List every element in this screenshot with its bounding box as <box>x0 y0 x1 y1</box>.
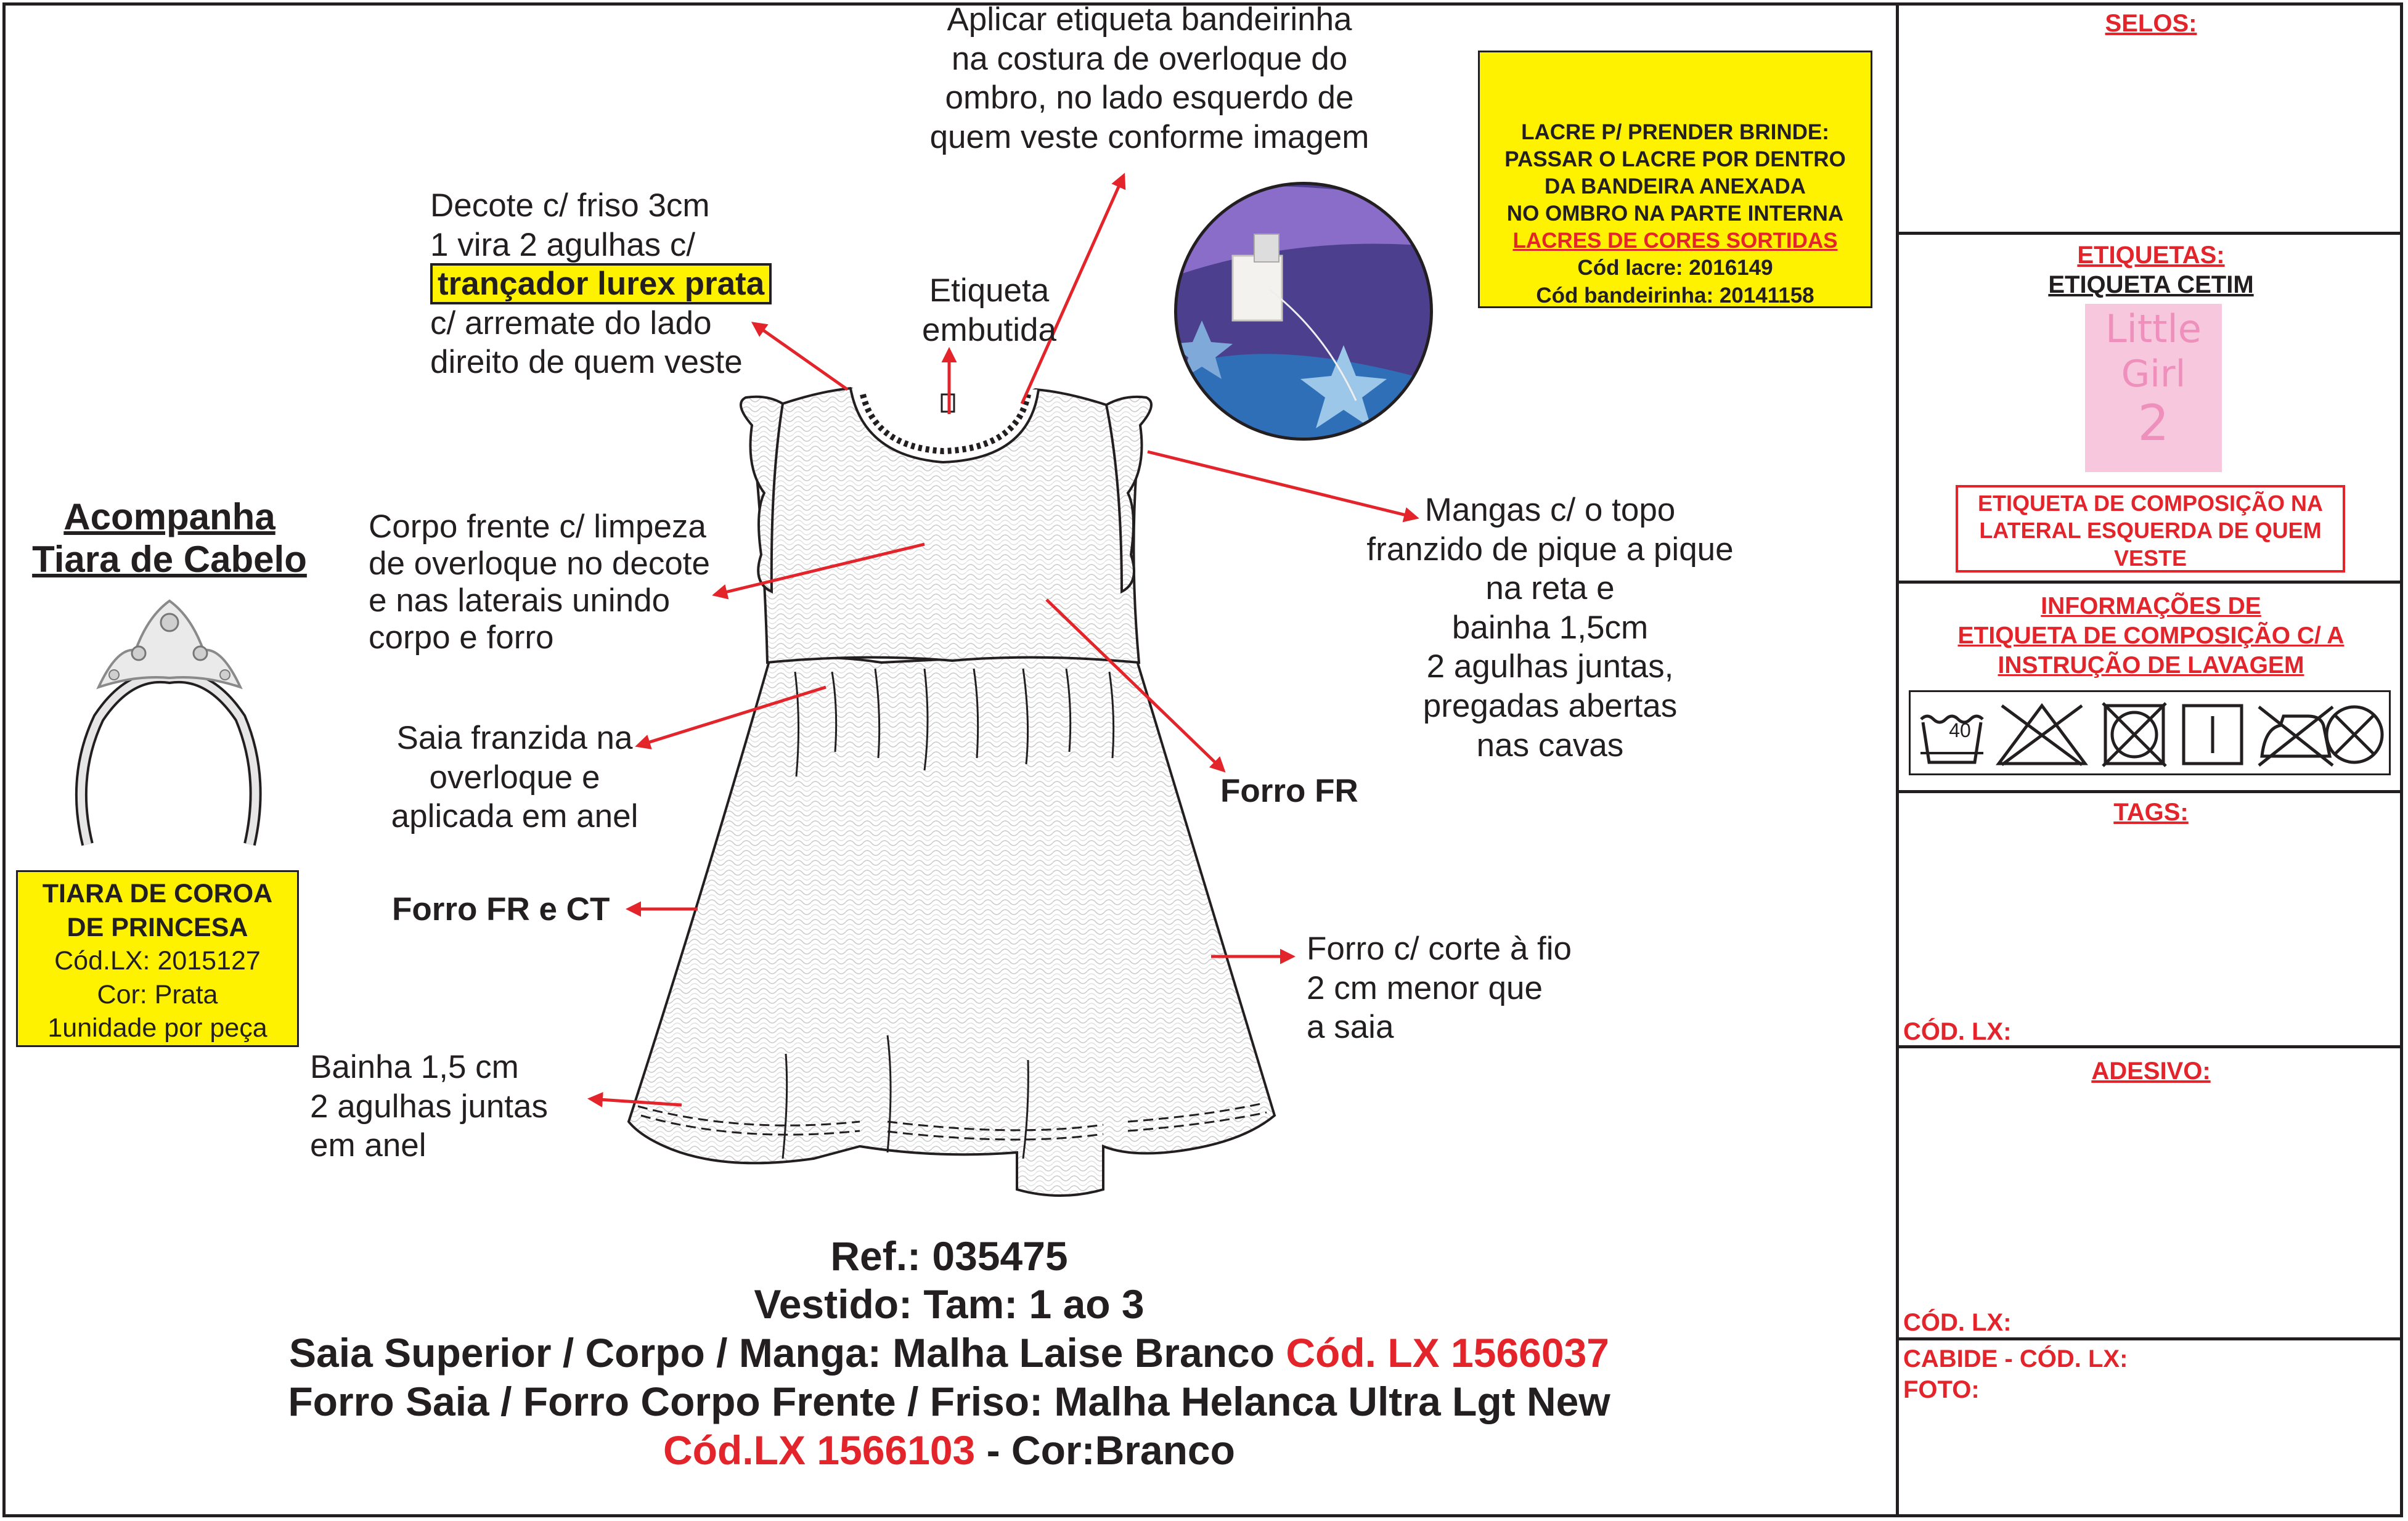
forro-corte-note: Forro c/ corte à fio 2 cm menor que a saia <box>1307 931 1572 1046</box>
vestido-line: Vestido: Tam: 1 ao 3 <box>754 1281 1145 1327</box>
label-photo <box>1171 179 1436 444</box>
panel-line-1 <box>1896 232 2403 235</box>
corpo-frente-note: Corpo frente c/ limpeza de overloque no decote e nas laterais unindo corpo e forro <box>369 508 710 656</box>
decote-highlight: trançador lurex prata <box>430 263 772 304</box>
cabide-foto: CABIDE - CÓD. LX: FOTO: <box>1903 1345 2128 1403</box>
decote-note: Decote c/ friso 3cm 1 vira 2 agulhas c/ trançador lurex prata c/ arremate do lado direito de quem veste <box>430 186 772 382</box>
panel-line-5 <box>1896 1337 2403 1340</box>
selos-heading: SELOS: <box>2105 10 2197 37</box>
acompanha-title: Acompanha Tiara de Cabelo <box>32 496 307 580</box>
mangas-note: Mangas c/ o topo franzido de pique a pique na reta e bainha 1,5cm 2 agulhas juntas, pregadas abertas nas cavas <box>1366 492 1734 764</box>
informacoes-heading: INFORMAÇÕES DE ETIQUETA DE COMPOSIÇÃO C/ A INSTRUÇÃO DE LAVAGEM <box>1957 593 2345 679</box>
line-dry-icon <box>2179 701 2247 769</box>
panel-line-3 <box>1896 790 2403 793</box>
no-tumble-dry-icon <box>2100 701 2168 769</box>
forro-fr-label: Forro FR <box>1220 773 1358 809</box>
bainha-note: Bainha 1,5 cm 2 agulhas juntas em anel <box>310 1049 549 1164</box>
panel-line-2 <box>1896 581 2403 584</box>
saia-superior-line: Saia Superior / Corpo / Manga: Malha Laise Branco Cód. LX 1566037 <box>289 1330 1609 1376</box>
forro-fr-ct-label: Forro FR e CT <box>392 891 610 928</box>
etiqueta-embutida-note: Etiqueta embutida <box>921 272 1057 348</box>
saia-note: Saia franzida na overloque e aplicada em anel <box>391 720 639 835</box>
lacre-info-box: LACRE P/ PRENDER BRINDE: PASSAR O LACRE POR DENTRO DA BANDEIRA ANEXADA NO OMBRO NA PARTE INTERNA LACRES DE CORES SORTIDAS Cód lacre: 2016149 Cód bandeirinha: 20141158 <box>1478 51 1872 308</box>
wash-temp: 40 <box>1949 719 1971 741</box>
cod-lx-tags: CÓD. LX: <box>1903 1018 2012 1045</box>
forro-line: Forro Saia / Forro Corpo Frente / Friso: Malha Helanca Ultra Lgt New <box>288 1379 1610 1424</box>
little-girl-label: Little Girl 2 <box>2085 304 2222 472</box>
composicao-box: ETIQUETA DE COMPOSIÇÃO NA LATERAL ESQUERDA DE QUEM VESTE <box>1956 485 2345 573</box>
ref-line: Ref.: 035475 <box>830 1233 1068 1279</box>
tiara-icon <box>81 601 256 844</box>
bandeira-note: Aplicar etiqueta bandeirinha na costura de overloque do ombro, no lado esquerdo de quem veste conforme imagem <box>929 1 1369 155</box>
care-symbols <box>1909 690 2391 775</box>
no-bleach-icon <box>1996 701 2088 769</box>
forro-cod-line: Cód.LX 1566103 - Cor:Branco <box>663 1427 1235 1473</box>
tiara-info-box: TIARA DE COROA DE PRINCESA Cód.LX: 2015127 Cor: Prata 1unidade por peça <box>16 870 299 1047</box>
tags-heading: TAGS: <box>2113 799 2189 826</box>
etiquetas-heading: ETIQUETAS: <box>2077 242 2225 269</box>
adesivo-heading: ADESIVO: <box>2091 1058 2211 1085</box>
cod-lx-adesivo: CÓD. LX: <box>1903 1309 2012 1336</box>
no-dry-clean-icon <box>2320 701 2388 769</box>
etiqueta-cetim-label: ETIQUETA CETIM <box>2048 271 2254 298</box>
